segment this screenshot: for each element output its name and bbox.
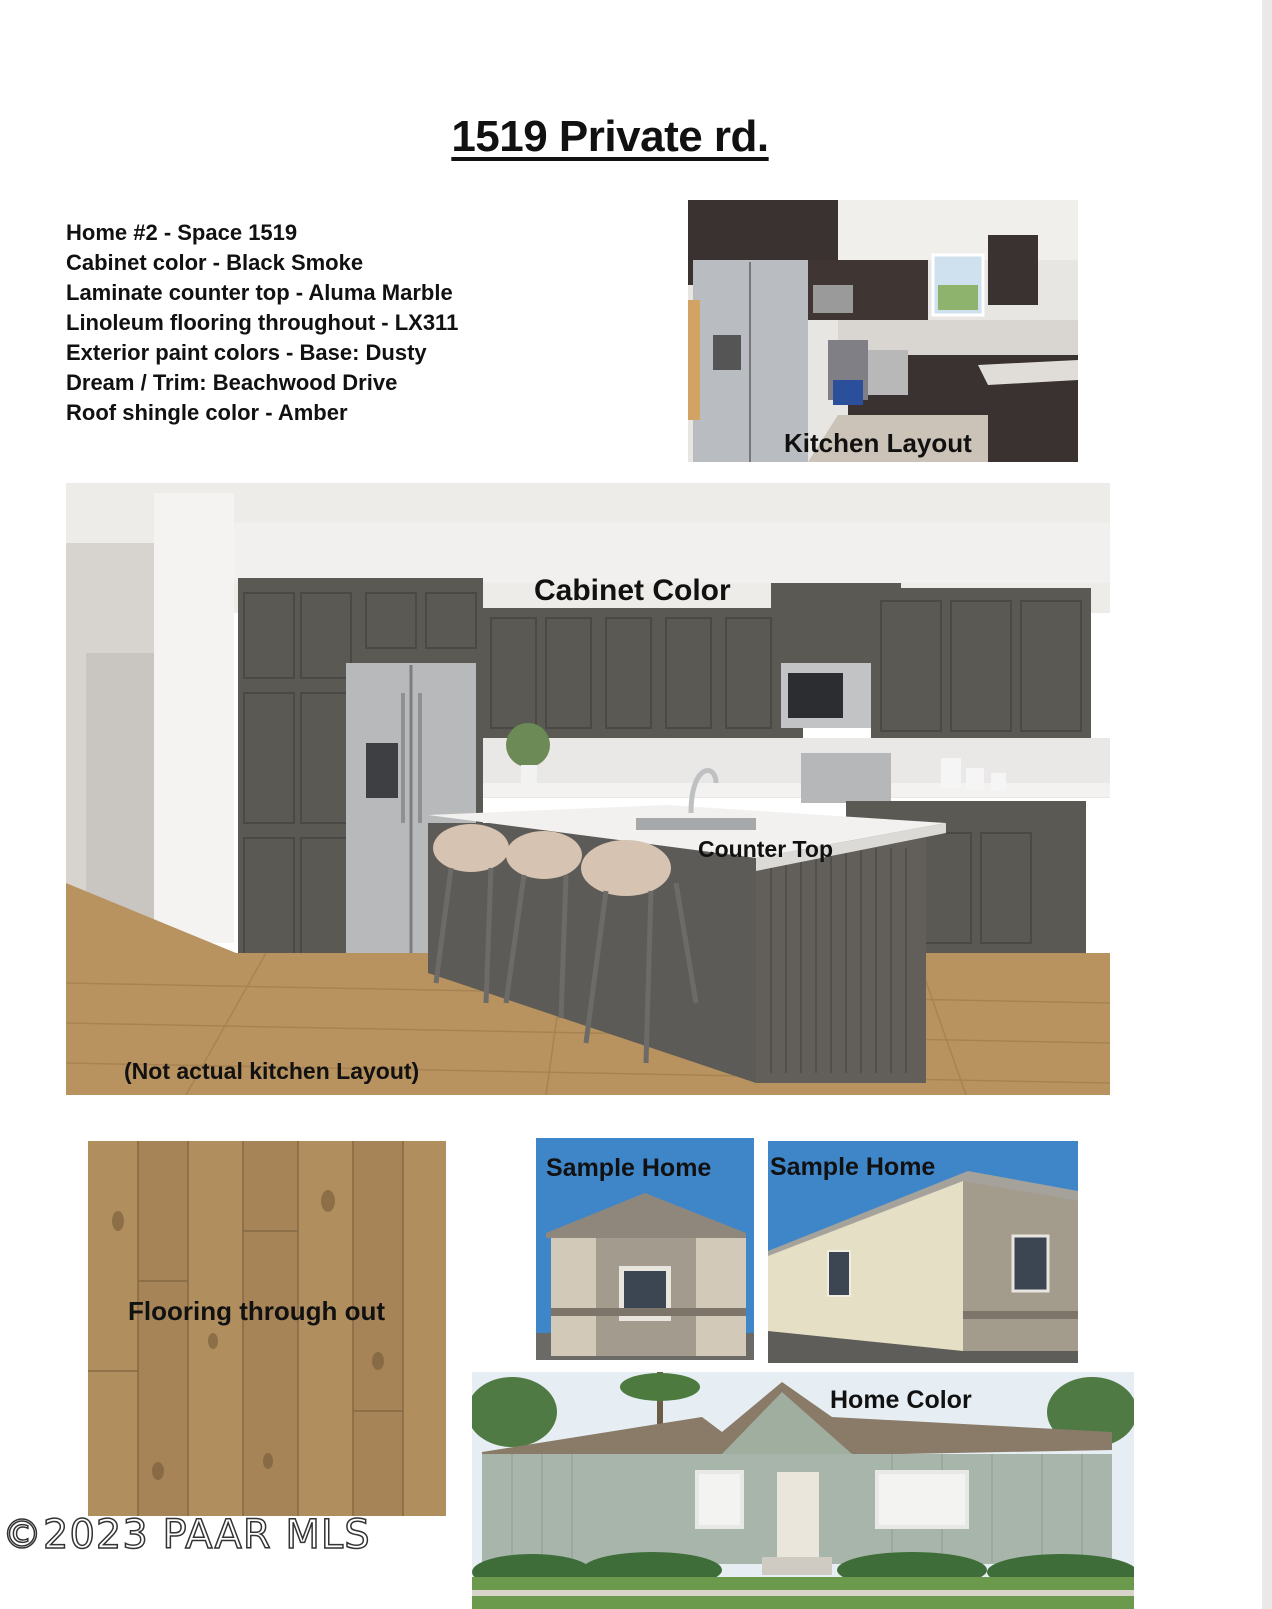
page-edge (1262, 0, 1272, 1609)
sample-home-1-label: Sample Home (546, 1154, 712, 1182)
home-color-label: Home Color (830, 1386, 972, 1414)
spec-roof: Roof shingle color - Amber (66, 400, 348, 425)
spec-exterior: Exterior paint colors - Base: Dusty (66, 340, 427, 365)
flooring-sample-photo (88, 1141, 446, 1516)
mls-watermark: ©2023 PAAR MLS (2, 1512, 371, 1558)
spec-counter: Laminate counter top - Aluma Marble (66, 280, 453, 305)
counter-top-label: Counter Top (698, 836, 833, 862)
not-actual-layout-label: (Not actual kitchen Layout) (124, 1058, 420, 1084)
flooring-label: Flooring through out (128, 1296, 386, 1326)
kitchen-layout-label: Kitchen Layout (784, 428, 972, 458)
kitchen-layout-photo (688, 200, 1078, 462)
spec-trim: Dream / Trim: Beachwood Drive (66, 370, 398, 395)
sample-home-2-label: Sample Home (770, 1153, 936, 1181)
cabinet-color-label: Cabinet Color (534, 574, 731, 607)
spec-home: Home #2 - Space 1519 (66, 220, 298, 245)
home-color-photo (472, 1372, 1134, 1609)
page-title: 1519 Private rd. (451, 112, 769, 161)
spec-cabinet: Cabinet color - Black Smoke (66, 250, 364, 275)
spec-list (66, 218, 458, 428)
spec-flooring: Linoleum flooring throughout - LX311 (66, 310, 459, 335)
